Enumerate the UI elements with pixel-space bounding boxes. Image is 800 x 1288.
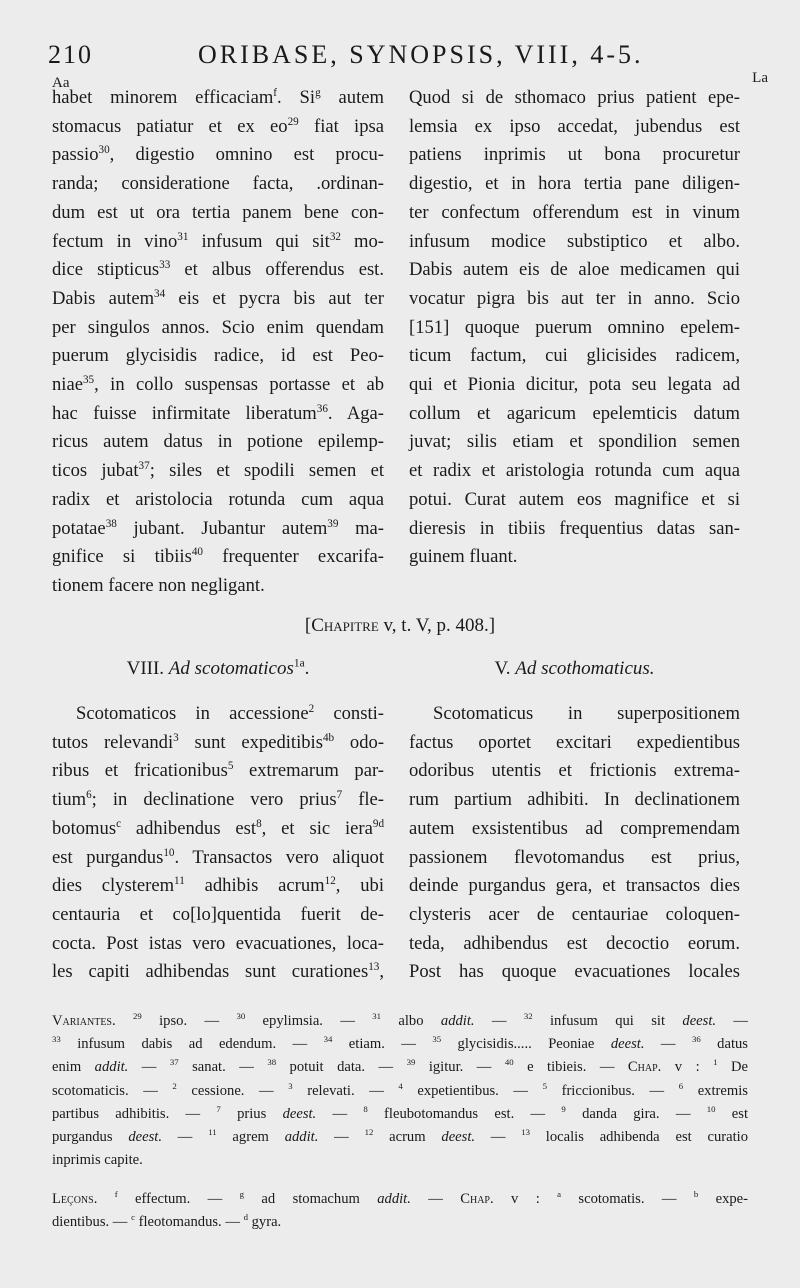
text-line: potatae$^{38}$ jubant. Jubantur autem$^{39}$ ma- xyxy=(52,517,384,539)
text-line: clysteris acer de centauriae coloquen- xyxy=(409,903,740,925)
text-line: randa; consideratione facta, .ordinan- xyxy=(52,173,384,195)
text-line: ribus et fricationibus$^5$ extremarum par- xyxy=(52,760,384,782)
text-line: guinem fluant. xyxy=(409,546,518,568)
text-line: ter confectum offerendum est in vinum xyxy=(409,201,740,223)
text-line: collum et agaricum epelemticis datum xyxy=(409,402,740,424)
text-line: Scotomaticos in accessione$^2$ consti- xyxy=(76,702,384,724)
text-line: dieresis in tibiis frequentius datas san- xyxy=(409,517,740,539)
running-title: ORIBASE, SYNOPSIS, VIII, 4-5. xyxy=(198,40,644,69)
text-line: Variantes. $^{29}$ ipso. — $^{30}$ epylimsia. — $^{31}$ albo addit. — $^{32}$ infusum qui sit deest. — xyxy=(52,1011,748,1029)
text-line: tutos relevandi$^3$ sunt expeditibis$^{4b}$ odo- xyxy=(52,731,385,753)
variantes-footnotes xyxy=(52,1010,748,1172)
text-line: les capiti adhibendas sunt curationes$^{13}$, xyxy=(52,961,384,983)
text-line: [151] quoque puerum omnino epelem- xyxy=(409,316,740,338)
text-line: scotomaticis. — $^2$ cessione. — $^3$ relevati. — $^4$ expetientibus. — $^5$ friccionibus. — $^6$ extremis xyxy=(52,1080,748,1099)
text-line: autem exsistentibus ad compremendam xyxy=(409,817,740,839)
text-line: patiens inprimis ut bona procuretur xyxy=(409,144,740,166)
text-line: dum est ut ora tertia panem bene con- xyxy=(52,201,384,223)
section-heading-left: VIII. Ad scotomaticos$^{1a}$. xyxy=(126,657,310,679)
text-line: centauria et co[lo]quentida fuerit de- xyxy=(52,903,384,925)
text-line: qui et Pionia dicitur, pota seu legata ad xyxy=(409,374,740,396)
text-column-right-top xyxy=(409,84,740,572)
text-column-left-top xyxy=(52,84,384,601)
text-line: inprimis capite. xyxy=(52,1152,143,1169)
text-column-right-bottom xyxy=(409,700,740,987)
text-line: habet minorem efficaciam$^f$. Si$^g$ autem xyxy=(52,86,384,108)
text-line: tionem facere non negligant. xyxy=(52,574,265,596)
text-line: digestio, et in hora tertia pane diligen- xyxy=(409,173,740,195)
text-line: radix et aristolocia rotunda cum aqua xyxy=(52,488,384,510)
text-line: botomus$^c$ adhibendus est$^8$, et sic iera$^{9d}$ xyxy=(52,817,385,839)
text-line: purgandus deest. — $^{11}$ agrem addit. — $^{12}$ acrum deest. — $^{13}$ localis adhibenda est curatio xyxy=(52,1127,748,1146)
section-heading-right: V. Ad scothomaticus. xyxy=(494,658,655,679)
page-number: 210 xyxy=(48,40,93,69)
text-line: factus oportet excitari expedientibus xyxy=(409,731,740,753)
text-line: rum partium adhibiti. In declinationem xyxy=(409,789,740,811)
text-line: et radix et aristologia rotunda cum aqua xyxy=(409,460,740,482)
text-line: ricus autem datus in potione epilemp- xyxy=(52,431,384,453)
text-line: juvat; silis etiam et spondilion semen xyxy=(409,431,740,453)
lecons-footnotes xyxy=(52,1188,748,1234)
text-line: enim addit. — $^{37}$ sanat. — $^{38}$ potuit data. — $^{39}$ igitur. — $^{40}$ e tibieis. — Chap. v : $^1$ De xyxy=(52,1057,748,1076)
text-line: odoribus utentis et frictionis extrema- xyxy=(409,760,740,782)
manuscript-siglum-right: La xyxy=(752,70,768,86)
text-line: $^{33}$ infusum dabis ad edendum. — $^{34}$ etiam. — $^{35}$ glycisidis..... Peoniae deest. — $^{36}$ datus xyxy=(52,1034,748,1053)
text-line: Quod si de sthomaco prius patient epe- xyxy=(409,87,740,108)
text-line: ticos jubat$^{37}$; siles et spodili semen et xyxy=(52,459,384,482)
text-line: hac fuisse infirmitate liberatum$^{36}$. Aga- xyxy=(52,402,384,424)
text-line: partibus adhibitis. — $^7$ prius deest. — $^8$ fleubotomandus est. — $^9$ danda gira. — $^{10}$ est xyxy=(52,1103,749,1122)
text-line: Dabis autem eis de aloe medicamen qui xyxy=(409,259,740,281)
manuscript-siglum-left: Aa xyxy=(52,75,70,91)
text-line: dies clysterem$^{11}$ adhibis acrum$^{12}$, ubi xyxy=(52,875,384,897)
text-line: passionem flevotomandus est prius, xyxy=(409,846,740,868)
text-line: lemsia ex ipso accedat, jubendus est xyxy=(409,115,740,137)
text-line: niae$^{35}$, in collo suspensas portasse et ab xyxy=(52,373,384,396)
text-line: gnifice si tibiis$^{40}$ frequenter excarifa- xyxy=(52,546,384,568)
text-line: ticum factum, cui glicisides radicem, xyxy=(409,345,740,367)
text-line: Leçons. $^f$ effectum. — $^g$ ad stomachum addit. — Chap. v : $^a$ scotomatis. — $^b$ expe- xyxy=(52,1189,749,1207)
text-line: puerum glycisidis radice, id est Peo- xyxy=(52,345,384,367)
text-line: stomacus patiatur et ex $eo^{29}$ fiat ipsa xyxy=(52,115,384,137)
text-line: Post has quoque evacuationes locales xyxy=(409,961,740,983)
text-line: vocatur pigra bis aut ter in anno. Scio xyxy=(409,287,740,309)
text-line: infusum modice substiptico et albo. xyxy=(409,230,740,252)
text-column-left-bottom xyxy=(52,700,384,987)
text-line: dientibus. — $^c$ fleotomandus. — $^d$ gyra. xyxy=(52,1212,282,1231)
text-line: fectum in vino$^{31}$ infusum qui sit$^{32}$ mo- xyxy=(52,230,384,252)
text-line: Dabis autem$^{34}$ eis et pycra bis aut ter xyxy=(52,287,384,309)
running-head xyxy=(48,40,748,74)
text-line: cocta. Post istas vero evacuationes, loca- xyxy=(52,932,384,954)
text-line: est purgandus$^{10}$. Transactos vero aliquot xyxy=(52,846,384,868)
text-line: tium$^6$; in declinatione vero prius$^7$ fle- xyxy=(52,788,385,811)
text-line: potui. Curat autem eos magnifice et si xyxy=(409,488,740,510)
text-line: teda, adhibendus est decoctio eorum. xyxy=(409,932,740,954)
text-line: deinde purgandus gera, et transactos dies xyxy=(409,875,740,897)
text-line: per singulos annos. Scio enim quendam xyxy=(52,316,384,338)
chapter-heading: [Chapitre v, t. V, p. 408.] xyxy=(304,615,496,636)
text-line: passio$^{30}$, digestio omnino est procu- xyxy=(52,144,384,166)
text-line: Scotomaticus in superpositionem xyxy=(433,703,740,724)
text-line: dice stipticus$^{33}$ et albus offerendus est. xyxy=(52,259,384,281)
